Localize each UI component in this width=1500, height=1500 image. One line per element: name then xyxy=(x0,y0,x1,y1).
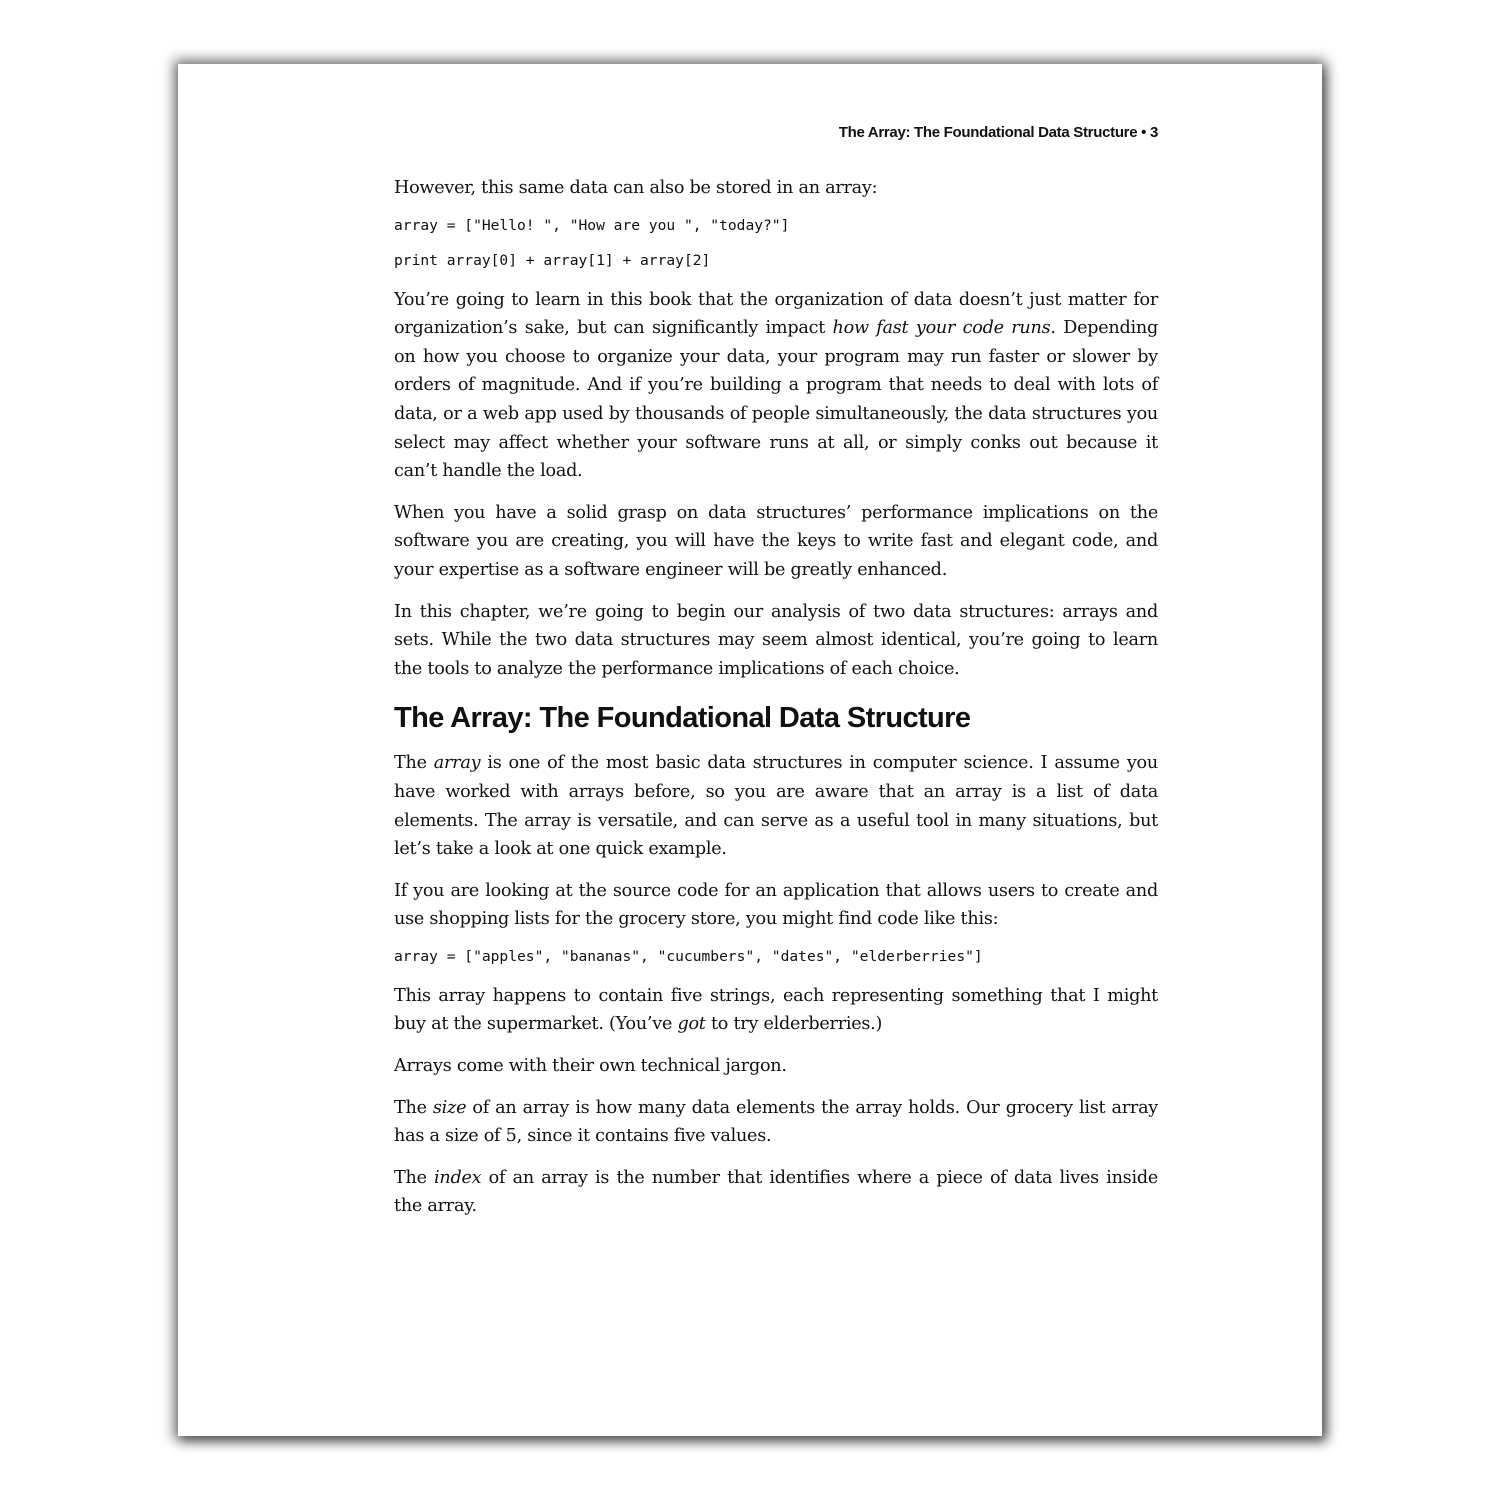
paragraph-shopping-list: If you are looking at the source code for an application that allows users to create and use shopping lists for the grocery store, you might find code like this: xyxy=(394,880,1158,930)
paragraph-performance: When you have a solid grasp on data structures’ performance implications on the software you are creating, you will have the keys to write fast and elegant code, and your expertise as a software engineer will be greatly enhanced. xyxy=(394,502,1158,580)
paragraph-text: to try elderberries.) xyxy=(705,1014,883,1035)
paragraph-size xyxy=(394,1094,1158,1151)
emphasis-text: array xyxy=(433,753,481,774)
emphasis-text: how fast your code runs. xyxy=(832,318,1056,339)
paragraph-five-strings xyxy=(394,982,1158,1039)
paragraph-organization xyxy=(394,286,1158,486)
paragraph-text: This array happens to contain five strings, each representing something that I might buy at the supermarket. (You’ve xyxy=(394,985,1158,1035)
code-line-print: print array[0] + array[1] + array[2] xyxy=(394,251,711,269)
paragraph-array-definition xyxy=(394,749,1158,863)
emphasis-text: index xyxy=(434,1167,482,1188)
paragraph-jargon: Arrays come with their own technical jargon. xyxy=(394,1056,787,1077)
paragraph-text: of an array is how many data elements the array holds. Our grocery list array has a size of 5, since it contains five values. xyxy=(394,1097,1158,1147)
emphasis-text: size xyxy=(432,1097,467,1118)
page-body xyxy=(394,174,1158,1234)
paragraph-chapter-intro: In this chapter, we’re going to begin our analysis of two data structures: arrays and sets. While the two data structures may seem almost identical, you’re going to learn the tools to analyze the performance implications of each choice. xyxy=(394,601,1158,679)
code-line-grocery-array: array = ["apples", "bananas", "cucumbers", "dates", "elderberries"] xyxy=(394,947,983,965)
paragraph-text: of an array is the number that identifies where a piece of data lives inside the array. xyxy=(394,1167,1158,1217)
section-heading: The Array: The Foundational Data Structure xyxy=(394,702,971,735)
paragraph-text: The xyxy=(394,753,434,774)
paragraph-intro: However, this same data can also be stored in an array: xyxy=(394,178,878,198)
paragraph-text: is one of the most basic data structures in computer science. I assume you have worked with arrays before, so you are aware that an array is a list of data elements. The array is versatile, and can serve as a useful tool in many situations, but let’s take a look at one quick example. xyxy=(394,753,1158,860)
paragraph-index xyxy=(394,1164,1158,1221)
code-line-array: array = ["Hello! ", "How are you ", "today?"] xyxy=(394,216,790,234)
running-head: The Array: The Foundational Data Structure • 3 xyxy=(838,124,1158,141)
paragraph-text: You’re going to learn in this book that the organization of data doesn’t just matter for organization’s sake, but can significantly impact xyxy=(394,289,1158,339)
paragraph-text: Depending on how you choose to organize your data, your program may run faster or slower by orders of magnitude. And if you’re building a program that needs to deal with lots of data, or a web app used by thousands of people simultaneously, the data structures you select may affect whether your software runs at all, or simply conks out because it can’t handle the load. xyxy=(394,318,1158,482)
paragraph-text: The xyxy=(394,1097,433,1118)
paragraph-text: The xyxy=(394,1167,435,1188)
emphasis-text: got xyxy=(677,1014,706,1035)
book-page xyxy=(178,64,1322,1436)
